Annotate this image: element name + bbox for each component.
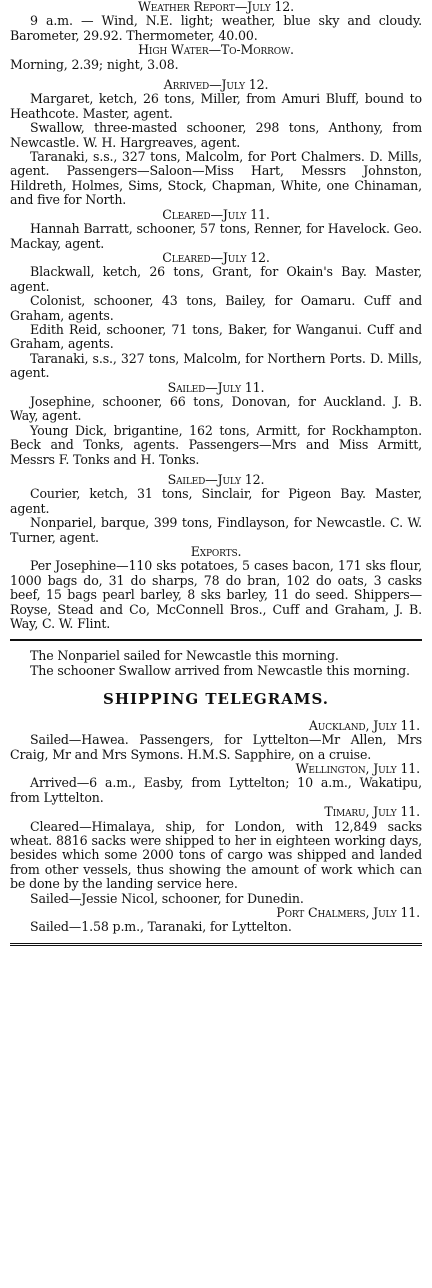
sailed-entry: Courier, ketch, 31 tons, Sinclair, for Pigeon Bay. Master, agent. (10, 486, 422, 516)
shipping-note: The Nonpariel sailed for Newcastle this morning. (30, 648, 339, 664)
telegram-entry: Sailed—Hawea. Passengers, for Lyttelton—Mr Allen, Mrs Craig, Mr and Mrs Symons. H.M.S. Sapphire, on a cruise. (10, 732, 422, 762)
telegram-dateline: Wellington, July 11. (295, 760, 420, 776)
cleared-heading: Cleared—July 12. (162, 249, 270, 265)
telegram-entry: Sailed—1.58 p.m., Taranaki, for Lyttelton. (30, 919, 292, 935)
arrival-entry: Swallow, three-masted schooner, 298 tons, Anthony, from Newcastle. W. H. Hargreaves, agent. (10, 120, 422, 150)
cleared-entry: Colonist, schooner, 43 tons, Bailey, for Oamaru. Cuff and Graham, agents. (10, 293, 422, 323)
arrival-entry: Taranaki, s.s., 327 tons, Malcolm, for Port Chalmers. D. Mills, agent. Passengers—Saloon—Miss Hart, Messrs Johnston, Hildreth, Holmes, Sims, Stock, Chapman, White, one Chinaman, and five for North. (10, 149, 422, 208)
cleared-heading: Cleared—July 11. (162, 206, 270, 222)
cleared-entry: Blackwall, ketch, 26 tons, Grant, for Okain's Bay. Master, agent. (10, 264, 422, 294)
telegram-entry: Arrived—6 a.m., Easby, from Lyttelton; 10 a.m., Wakatipu, from Lyttelton. (10, 775, 422, 805)
sailed-entry: Young Dick, brigantine, 162 tons, Armitt, for Rockhampton. Beck and Tonks, agents. Passengers—Mrs and Miss Armitt, Messrs F. Tonks and H. Tonks. (10, 422, 422, 467)
high-water-heading: High Water—To-Morrow. (138, 42, 294, 58)
cleared-entry: Taranaki, s.s., 327 tons, Malcolm, for Northern Ports. D. Mills, agent. (10, 350, 422, 381)
shipping-note: The schooner Swallow arrived from Newcastle this morning. (30, 662, 410, 678)
sailed-heading: Sailed—July 12. (167, 472, 265, 487)
telegram-entry: Cleared—Himalaya, ship, for London, with 12,849 sacks wheat. 8816 sacks were shipped to her in eighteen working days, besides which some 2000 tons of cargo was shipped and landed from other vessels, thus showing the amount of work which can be done by the landing service here. (10, 818, 422, 892)
cleared-entry: Edith Reid, schooner, 71 tons, Baker, for Wanganui. Cuff and Graham, agents. (10, 321, 422, 352)
sailed-entry: Josephine, schooner, 66 tons, Donovan, for Auckland. J. B. Way, agent. (10, 393, 422, 424)
sailed-heading: Sailed—July 11. (167, 379, 265, 395)
arrived-heading: Arrived—July 12. (163, 77, 269, 93)
telegram-dateline: Auckland, July 11. (308, 717, 420, 733)
weather-report-body: 9 a.m. — Wind, N.E. light; weather, blue sky and cloudy. Barometer, 29.92. Thermometer, 40.00. (10, 13, 422, 43)
sailed-entry: Nonpariel, barque, 399 tons, Findlayson, for Newcastle. C. W. Turner, agent. (10, 515, 422, 545)
high-water-body: Morning, 2.39; night, 3.08. (10, 56, 179, 72)
weather-report-heading: Weather Report—July 12. (138, 0, 294, 14)
exports-heading: Exports. (190, 544, 242, 560)
telegram-dateline: Timaru, July 11. (324, 804, 420, 820)
section-divider (10, 639, 422, 641)
end-divider (10, 943, 422, 949)
shipping-telegrams-title: SHIPPING TELEGRAMS. (103, 690, 329, 709)
telegram-dateline: Port Chalmers, July 11. (276, 904, 420, 920)
arrival-entry: Margaret, ketch, 26 tons, Miller, from Amuri Bluff, bound to Heathcote. Master, agent. (10, 91, 422, 121)
telegram-entry: Sailed—Jessie Nicol, schooner, for Dunedin. (30, 890, 304, 906)
exports-body: Per Josephine—110 sks potatoes, 5 cases bacon, 171 sks flour, 1000 bags do, 31 do sharps, 78 do bran, 102 do oats, 3 casks beef, 15 bags pearl barley, 8 sks barley, 11 do seed. Shippers—Royse, Stead and Co, McConnell Bros., Cuff and Graham, J. B. Way, C. W. Flint. (10, 558, 422, 632)
cleared-entry: Hannah Barratt, schooner, 57 tons, Renner, for Havelock. Geo. Mackay, agent. (10, 221, 422, 251)
